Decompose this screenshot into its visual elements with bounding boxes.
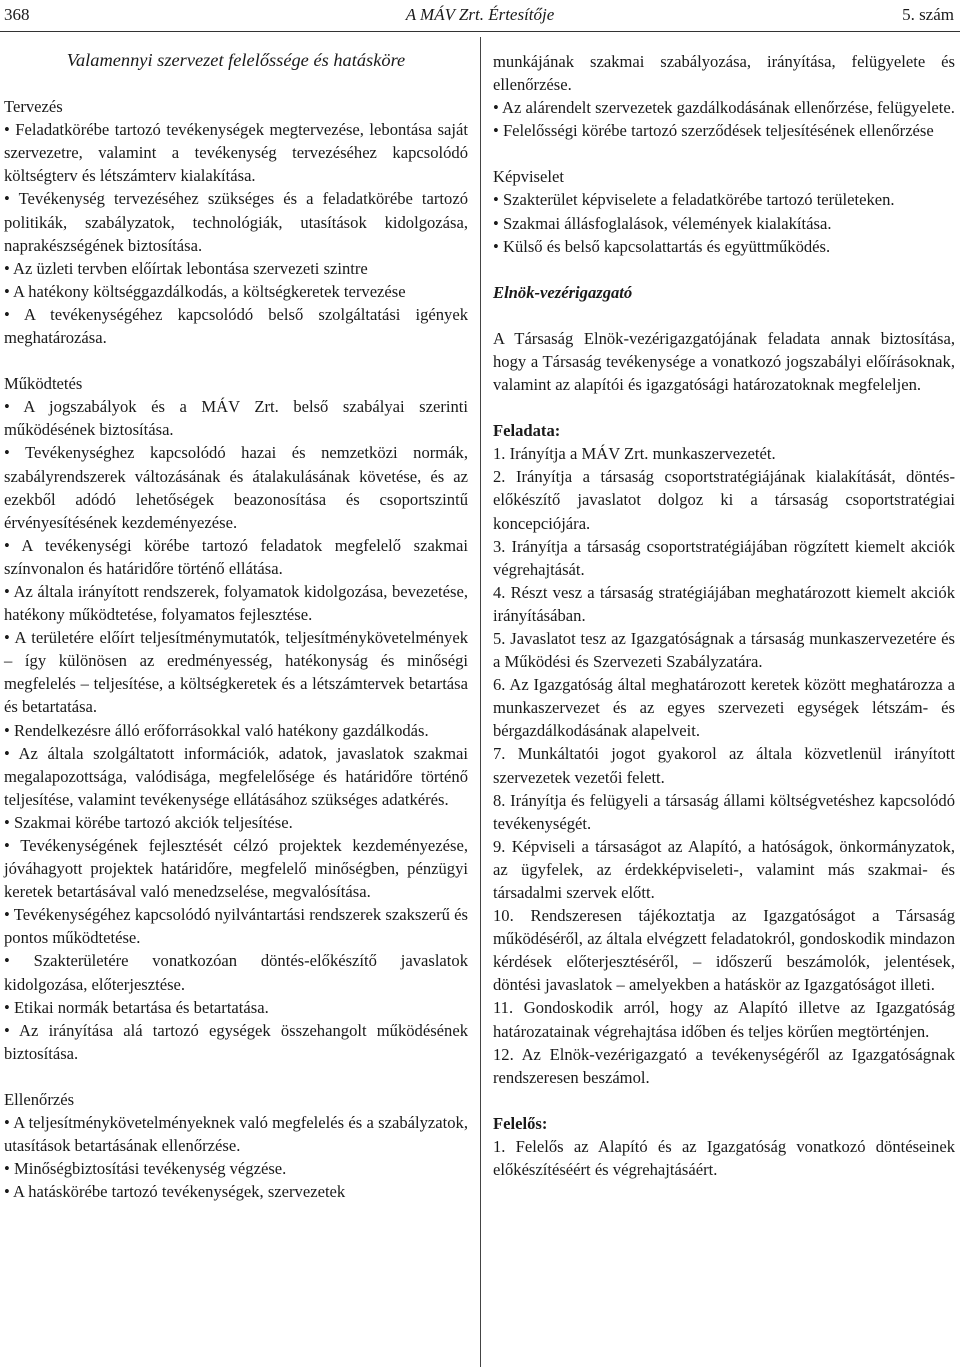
- section-planning: [4, 95, 468, 349]
- list-item: • Szakmai körébe tartozó akciók teljesítése.: [4, 812, 293, 832]
- task-item: 4. Részt vesz a társaság stratégiájában meghatározott kiemelt akciók irányításában.: [493, 582, 955, 625]
- section-heading-operation: Működtetés: [4, 374, 83, 394]
- list-item: • Az általa irányított rendszerek, folyamatok kidolgozása, bevezetése, hatékony működtetése, folyamatos fejlesztése.: [4, 581, 468, 625]
- ceo-intro: A Társaság Elnök-vezérigazgatójának feladata annak biztosítása, hogy a Társaság tevékenysége a vonatkozó jogszabályi előírásoknak, valamint az alapítói és igazgatósági határozatoknak megfeleljen.: [493, 328, 955, 395]
- task-item: 6. Az Igazgatóság által meghatározott keretek között meghatározza a munkaszervezet és az egyes szervezeti egységek létszám- és bérgazdálkodásának alapelveit.: [493, 675, 955, 741]
- task-item: 9. Képviseli a társaságot az Alapító, a hatóságok, önkormányzatok, az ügyfelek, az érdekképviseleti-, valamint más szakmai- és társadalmi szervek előtt.: [493, 836, 955, 902]
- section-heading-representation: Képviselet: [493, 167, 564, 187]
- header-rule: [0, 31, 960, 32]
- list-item: • Szakterületére vonatkozóan döntés-előkészítő javaslatok kidolgozása, előterjesztése.: [4, 951, 468, 994]
- column-divider: [480, 37, 481, 1367]
- list-item: • Minőségbiztosítási tevékenység végzése.: [4, 1159, 287, 1179]
- document-title: Valamennyi szervezet felelőssége és hatásköre: [66, 50, 406, 70]
- list-item: • Tevékenység tervezéséhez szükséges és a feladatkörébe tartozó politikák, szabályzatok, technológiák, utasítások kidolgozása, naprakészségének biztosítása.: [4, 189, 468, 255]
- list-item: • Szakmai állásfoglalások, vélemények kialakítása.: [493, 213, 832, 233]
- responsible-heading: Felelős:: [493, 1113, 548, 1133]
- list-item: • Az alárendelt szervezetek gazdálkodásának ellenőrzése, felügyelete.: [493, 98, 955, 118]
- list-item: • A hatáskörébe tartozó tevékenységek, szervezetek: [4, 1182, 346, 1202]
- tasks-heading: Feladata:: [493, 421, 561, 441]
- issue-number: 5. szám: [902, 5, 954, 24]
- page-header: [0, 0, 960, 32]
- responsible-item: 1. Felelős az Alapító és az Igazgatóság vonatkozó döntéseinek előkészítéséért és végrehajtásáért.: [493, 1136, 955, 1180]
- ceo-responsibility: [493, 1112, 955, 1181]
- ceo-intro-block: [493, 327, 955, 396]
- section-control: [4, 1088, 468, 1203]
- list-item: munkájának szakmai szabályozása, irányítása, felügyelete és ellenőrzése.: [493, 52, 955, 95]
- section-ceo: [493, 281, 955, 304]
- list-item: • A teljesítménykövetelményeknek való megfelelés és a szabályzatok, utasítások betartásának ellenőrzése.: [4, 1113, 468, 1156]
- list-item: • Etikai normák betartása és betartatása.: [4, 997, 269, 1017]
- list-item: • A hatékony költséggazdálkodás, a költségkeretek tervezése: [4, 281, 406, 301]
- task-item: 7. Munkáltatói jogot gyakorol az általa közvetlenül irányított szervezetek vezetői felett.: [493, 744, 955, 787]
- list-item: • A területére előírt teljesítménymutatók, teljesítménykövetelmények – így különösen az eredményesség, hatékonyság és minőségi megfelelés – teljesítése, a költségkeretek és a létszámtervek betartása és betartatása.: [4, 628, 468, 717]
- list-item: • A tevékenységi körébe tartozó feladatok megfelelő szakmai színvonalon és határidőre történő ellátása.: [4, 535, 468, 578]
- task-item: 8. Irányítja és felügyeli a társaság állami költségvetéshez kapcsolódó tevékenységét.: [493, 790, 955, 833]
- list-item: • Az üzleti tervben előírtak lebontása szervezeti szintre: [4, 258, 368, 278]
- task-item: 2. Irányítja a társaság csoportstratégiájának kialakítását, döntés-előkészítő javaslatot dolgoz ki a társaság csoportstratégiai koncepciójára.: [493, 467, 955, 533]
- list-item: • Tevékenységének fejlesztését célzó projektek kezdeményezése, jóváhagyott projektek határidőre, megfelelő minőségben, pénzügyi keretek betartásával való menedzselése, megvalósítása.: [4, 836, 468, 902]
- left-column: [4, 42, 468, 1226]
- list-item: • Az általa szolgáltatott információk, adatok, javaslatok szakmai megalapozottsága, valódisága, megfelelősége és határidőre történő teljesítése, valamint tevékenysége ellátásához szükséges adatkérés.: [4, 743, 468, 809]
- section-operation: [4, 372, 468, 1065]
- journal-title: A MÁV Zrt. Értesítője: [405, 5, 555, 24]
- task-item: 5. Javaslatot tesz az Igazgatóságnak a társaság munkaszervezetére és a Működési és Szervezeti Szabályzatára.: [493, 628, 955, 672]
- page-number: 368: [4, 5, 30, 24]
- section-heading-planning: Tervezés: [4, 97, 63, 117]
- task-item: 3. Irányítja a társaság csoportstratégiájában rögzített kiemelt akciók végrehajtását.: [493, 536, 955, 579]
- ceo-tasks: [493, 419, 955, 1089]
- section-control-continued: [493, 50, 955, 142]
- list-item: • Tevékenységéhez kapcsolódó nyilvántartási rendszerek szakszerű és pontos működtetése.: [4, 905, 468, 948]
- right-column: [493, 50, 955, 1204]
- list-item: • Külső és belső kapcsolattartás és együttműködés.: [493, 236, 831, 256]
- list-item: • Rendelkezésre álló erőforrásokkal való hatékony gazdálkodás.: [4, 720, 429, 740]
- list-item: • Felelősségi körébe tartozó szerződések teljesítésének ellenőrzése: [493, 121, 934, 141]
- list-item: • A jogszabályok és a MÁV Zrt. belső szabályai szerinti működésének biztosítása.: [4, 397, 468, 440]
- task-item: 11. Gondoskodik arról, hogy az Alapító illetve az Igazgatóság határozatainak végrehajtása időben és teljes körűen megtörténjen.: [493, 998, 955, 1041]
- ceo-heading: Elnök-vezérigazgató: [493, 282, 633, 302]
- section-heading-control: Ellenőrzés: [4, 1089, 75, 1109]
- task-item: 10. Rendszeresen tájékoztatja az Igazgatóságot a Társaság működéséről, az általa elvégzett feladatokról, gondoskodik mindazon kérdések előterjesztéséről, – időszerű beszámolók, jelentések, döntési javaslatok – amelyekben a hatáskör az Igazgatóságot illeti.: [493, 906, 955, 995]
- task-item: 1. Irányítja a MÁV Zrt. munkaszervezetét.: [493, 444, 776, 464]
- list-item: • Szakterület képviselete a feladatkörébe tartozó területeken.: [493, 190, 895, 210]
- list-item: • Az irányítása alá tartozó egységek összehangolt működésének biztosítása.: [4, 1020, 468, 1063]
- section-representation: [493, 165, 955, 257]
- list-item: • Feladatkörébe tartozó tevékenységek megtervezése, lebontása saját szervezetre, valamint a tevékenység tervezéséhez kapcsolódó költségterv és létszámterv kialakítása.: [4, 120, 468, 186]
- list-item: • Tevékenységhez kapcsolódó hazai és nemzetközi normák, szabályrendszerek változásának és átalakulásának követése, és az ezekből adódó lehetőségek beazonosítása és csoportszintű érvényesítésének kezdeményezése.: [4, 443, 468, 532]
- list-item: • A tevékenységéhez kapcsolódó belső szolgáltatási igények meghatározása.: [4, 304, 468, 348]
- task-item: 12. Az Elnök-vezérigazgató a tevékenységéről az Igazgatóságnak rendszeresen beszámol.: [493, 1044, 955, 1087]
